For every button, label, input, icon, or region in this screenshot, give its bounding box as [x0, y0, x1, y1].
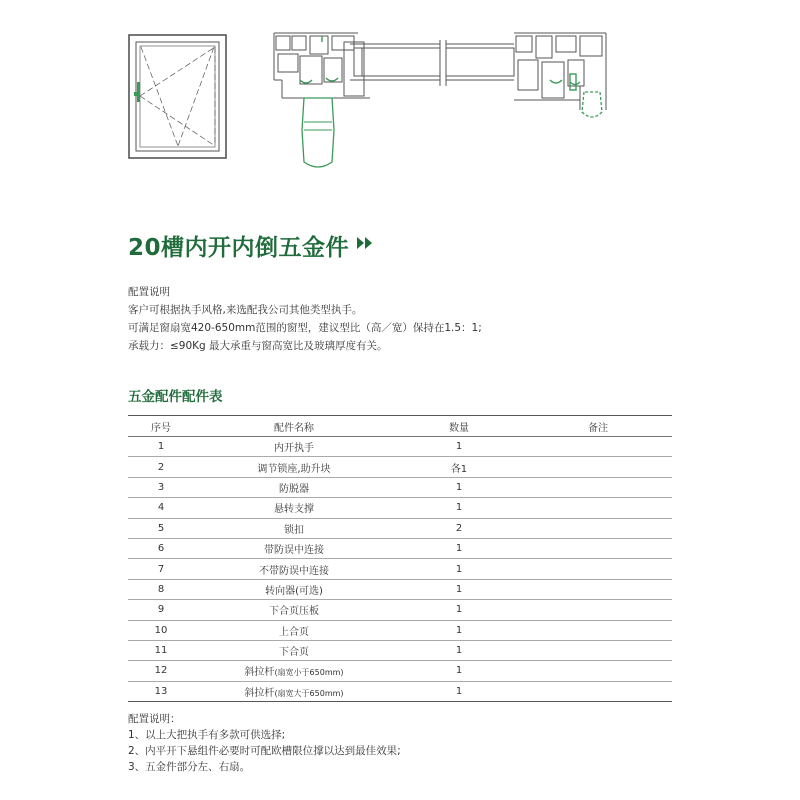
row-remark	[524, 579, 672, 599]
config-line: 可满足窗扇宽420-650mm范围的窗型，建议型比（高／宽）保持在1.5：1;	[128, 322, 482, 334]
row-name	[194, 437, 394, 457]
row-no	[128, 457, 194, 477]
note-line: 1、以上大把执手有多款可供选择;	[128, 729, 286, 741]
row-no-text: 6	[157, 543, 165, 555]
row-qty	[394, 437, 524, 457]
table-row	[128, 661, 672, 681]
note-line: 2、内平开下悬组件必要时可配欧槽限位撑以达到最佳效果;	[128, 745, 401, 757]
row-name	[194, 640, 394, 660]
table-row	[128, 457, 672, 477]
row-qty	[394, 477, 524, 497]
row-name-text: 下合页	[279, 647, 309, 659]
row-remark	[524, 620, 672, 640]
row-no	[128, 538, 194, 558]
row-no	[128, 661, 194, 681]
row-no	[128, 559, 194, 579]
row-name	[194, 681, 394, 701]
row-name	[194, 620, 394, 640]
row-name-text: 悬转支撑	[274, 504, 314, 516]
row-name-text: 上合页	[279, 626, 309, 638]
header-qty: 数量	[394, 416, 524, 437]
row-remark	[524, 661, 672, 681]
row-name	[194, 661, 394, 681]
notes-heading: 配置说明：	[128, 713, 181, 725]
row-name-note: (扇宽小于650mm)	[274, 668, 344, 678]
row-name-text: 斜拉杆	[244, 687, 275, 699]
row-qty-text: 1	[455, 624, 463, 636]
row-name	[194, 600, 394, 620]
window-elevation-drawing	[128, 34, 228, 160]
row-no-text: 10	[154, 624, 168, 636]
row-name-text: 防脱器	[279, 483, 309, 495]
row-qty-text: 1	[455, 502, 463, 514]
row-qty	[394, 559, 524, 579]
row-name-text: 带防误中连接	[264, 545, 324, 557]
row-qty-text: 1	[455, 481, 463, 493]
row-qty-text: 1	[455, 604, 463, 616]
row-name-text: 内开执手	[274, 443, 314, 455]
row-no	[128, 437, 194, 457]
row-no-text: 4	[157, 502, 165, 514]
row-qty-text: 1	[455, 645, 463, 657]
row-name-text: 下合页压板	[269, 606, 319, 618]
header-name: 配件名称	[194, 416, 394, 437]
table-row	[128, 640, 672, 660]
row-no	[128, 518, 194, 538]
row-no-text: 8	[157, 583, 165, 595]
row-name	[194, 559, 394, 579]
header-remark: 备注	[524, 416, 672, 437]
row-no-text: 3	[157, 481, 165, 493]
row-qty	[394, 498, 524, 518]
row-no-text: 7	[157, 563, 165, 575]
table-row	[128, 620, 672, 640]
row-no	[128, 640, 194, 660]
row-name	[194, 579, 394, 599]
config-description	[128, 283, 482, 355]
parts-table	[128, 415, 672, 702]
row-name-text: 斜拉杆	[244, 667, 275, 679]
row-no	[128, 681, 194, 701]
row-qty-text: 1	[455, 685, 463, 697]
table-row	[128, 477, 672, 497]
row-remark	[524, 457, 672, 477]
row-remark	[524, 437, 672, 457]
page-title: 20槽内开内倒五金件	[128, 235, 350, 261]
row-remark	[524, 681, 672, 701]
row-no-text: 2	[157, 461, 165, 473]
row-qty	[394, 457, 524, 477]
row-no-text: 12	[154, 665, 168, 677]
row-remark	[524, 477, 672, 497]
row-qty	[394, 661, 524, 681]
row-qty-text: 2	[455, 522, 463, 534]
row-qty-text: 1	[455, 543, 463, 555]
double-chevron-right-icon	[356, 236, 374, 250]
row-name-note: (扇宽大于650mm)	[274, 688, 344, 698]
table-row	[128, 538, 672, 558]
row-qty-text: 1	[455, 441, 463, 453]
row-remark	[524, 498, 672, 518]
table-header-row	[128, 416, 672, 437]
row-qty	[394, 538, 524, 558]
row-no-text: 11	[154, 645, 168, 657]
notes-block	[128, 711, 401, 775]
row-remark	[524, 538, 672, 558]
row-name	[194, 477, 394, 497]
row-name-text: 转向器(可选)	[265, 585, 323, 597]
row-name-text: 调节锁座,助升块	[257, 463, 331, 475]
row-name	[194, 538, 394, 558]
row-no-text: 9	[157, 604, 165, 616]
table-row	[128, 437, 672, 457]
row-name	[194, 457, 394, 477]
table-row	[128, 600, 672, 620]
row-name-text: 不带防误中连接	[259, 565, 329, 577]
row-no	[128, 498, 194, 518]
row-qty	[394, 681, 524, 701]
row-no-text: 5	[157, 522, 165, 534]
row-remark	[524, 640, 672, 660]
config-line: 承载力：≤90Kg 最大承重与窗高宽比及玻璃厚度有关。	[128, 340, 388, 352]
row-qty-text: 1	[455, 563, 463, 575]
table-row	[128, 559, 672, 579]
row-name-text: 锁扣	[284, 524, 304, 536]
row-qty	[394, 640, 524, 660]
row-qty	[394, 518, 524, 538]
table-title: 五金配件配件表	[128, 389, 223, 405]
table-row	[128, 579, 672, 599]
header-no: 序号	[128, 416, 194, 437]
config-line: 客户可根据执手风格,来选配我公司其他类型执手。	[128, 304, 363, 316]
row-qty-text: 各1	[450, 463, 468, 475]
table-row	[128, 681, 672, 701]
config-heading: 配置说明	[128, 286, 170, 298]
row-no	[128, 579, 194, 599]
row-remark	[524, 600, 672, 620]
row-no	[128, 620, 194, 640]
row-name	[194, 518, 394, 538]
row-name	[194, 498, 394, 518]
row-qty	[394, 600, 524, 620]
table-row	[128, 518, 672, 538]
row-no-text: 13	[154, 685, 168, 697]
row-no-text: 1	[157, 441, 165, 453]
row-qty-text: 1	[455, 665, 463, 677]
note-line: 3、五金件部分左、右扇。	[128, 761, 251, 773]
row-no	[128, 477, 194, 497]
row-qty-text: 1	[455, 583, 463, 595]
row-qty	[394, 620, 524, 640]
row-remark	[524, 559, 672, 579]
profile-section-drawing	[270, 30, 610, 172]
row-remark	[524, 518, 672, 538]
row-no	[128, 600, 194, 620]
table-row	[128, 498, 672, 518]
table-body	[128, 437, 672, 702]
row-qty	[394, 579, 524, 599]
